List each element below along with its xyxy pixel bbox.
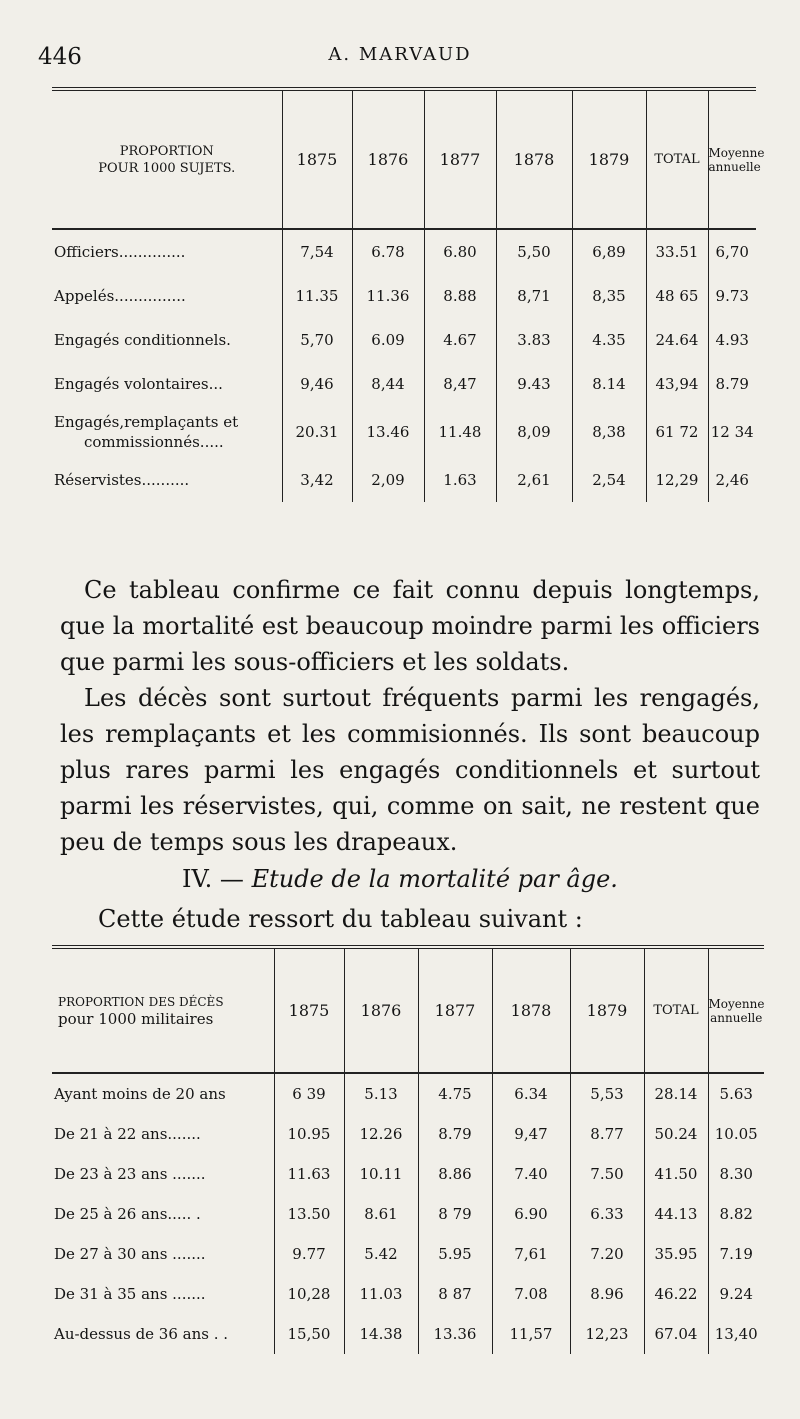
table-cell: 12,29 bbox=[646, 458, 708, 502]
table-row bbox=[52, 1114, 764, 1154]
table-cell: 8.14 bbox=[572, 362, 646, 406]
row-label: Appelés............... bbox=[54, 287, 186, 305]
table-row bbox=[52, 274, 756, 318]
table-cell: 2,09 bbox=[352, 458, 424, 502]
row-label: Officiers.............. bbox=[54, 243, 186, 261]
table-cell: 9.77 bbox=[274, 1234, 344, 1274]
intro-line: Cette étude ressort du tableau suivant : bbox=[98, 905, 583, 933]
page-number: 446 bbox=[38, 44, 82, 70]
table-cell: 9.43 bbox=[496, 362, 572, 406]
column-header: Moyenne annuelle bbox=[708, 947, 764, 1073]
table-row bbox=[52, 1274, 764, 1314]
table-cell: 9.24 bbox=[708, 1274, 764, 1314]
table-cell: 8.88 bbox=[424, 274, 496, 318]
row-header: PROPORTION DES DÉCÈS pour 1000 militaires bbox=[58, 994, 224, 1028]
column-header: 1879 bbox=[572, 89, 646, 229]
table-cell: 12.26 bbox=[344, 1114, 418, 1154]
table-cell: 13.50 bbox=[274, 1194, 344, 1234]
table-cell: 13.36 bbox=[418, 1314, 492, 1354]
table-cell: 8.79 bbox=[418, 1114, 492, 1154]
table-cell: 10.95 bbox=[274, 1114, 344, 1154]
table-cell: 6,89 bbox=[572, 230, 646, 274]
table-cell: 14.38 bbox=[344, 1314, 418, 1354]
table-cell: 8.82 bbox=[708, 1194, 764, 1234]
table-cell: 6,70 bbox=[708, 230, 756, 274]
table-cell: 50.24 bbox=[644, 1114, 708, 1154]
column-header: 1875 bbox=[274, 947, 344, 1073]
column-header: 1878 bbox=[496, 89, 572, 229]
table-cell: 24.64 bbox=[646, 318, 708, 362]
table-row bbox=[52, 318, 756, 362]
table-cell: 3,42 bbox=[282, 458, 352, 502]
table-cell: 7.20 bbox=[570, 1234, 644, 1274]
table-cell: 7.19 bbox=[708, 1234, 764, 1274]
table-cell: 4.35 bbox=[572, 318, 646, 362]
table-cell: 11,57 bbox=[492, 1314, 570, 1354]
table-cell: 5.63 bbox=[708, 1074, 764, 1114]
table-cell: 28.14 bbox=[644, 1074, 708, 1114]
table-row bbox=[52, 362, 756, 406]
column-header: 1878 bbox=[492, 947, 570, 1073]
table-cell: 13,40 bbox=[708, 1314, 764, 1354]
table-cell: 5.42 bbox=[344, 1234, 418, 1274]
table-cell: 7,54 bbox=[282, 230, 352, 274]
table-cell: 43,94 bbox=[646, 362, 708, 406]
row-label: Engagés conditionnels. bbox=[54, 331, 231, 349]
table-cell: 33.51 bbox=[646, 230, 708, 274]
table-cell: 9,47 bbox=[492, 1114, 570, 1154]
table-cell: 10,28 bbox=[274, 1274, 344, 1314]
table-cell: 7.40 bbox=[492, 1154, 570, 1194]
table-cell: 8.79 bbox=[708, 362, 756, 406]
table-header-row bbox=[52, 89, 756, 229]
table-cell: 6.80 bbox=[424, 230, 496, 274]
table-cell: 9,46 bbox=[282, 362, 352, 406]
row-label: Ayant moins de 20 ans bbox=[54, 1085, 226, 1103]
table-row bbox=[52, 1194, 764, 1234]
table-cell: 8,47 bbox=[424, 362, 496, 406]
row-label: Engagés,remplaçants et commissionnés..... bbox=[54, 413, 239, 451]
table-row bbox=[52, 1074, 764, 1114]
table-cell: 12,23 bbox=[570, 1314, 644, 1354]
table-cell: 5.95 bbox=[418, 1234, 492, 1274]
table-cell: 44.13 bbox=[644, 1194, 708, 1234]
column-header: 1877 bbox=[424, 89, 496, 229]
row-label: De 23 à 23 ans ....... bbox=[54, 1165, 206, 1183]
table-cell: 13.46 bbox=[352, 406, 424, 458]
row-header: PROPORTION POUR 1000 SUJETS. bbox=[98, 143, 236, 176]
table-cell: 7.08 bbox=[492, 1274, 570, 1314]
table-cell: 9.73 bbox=[708, 274, 756, 318]
table-cell: 6.33 bbox=[570, 1194, 644, 1234]
table-cell: 4.67 bbox=[424, 318, 496, 362]
table-cell: 7,61 bbox=[492, 1234, 570, 1274]
paragraph-2: Les décès sont surtout fréquents parmi les rengagés, les remplaçants et les commisionnés. Ils sont beaucoup plus rares parmi les engagés conditionnels et surtout parmi les réservistes, qui, comme on sait, ne restent que peu de temps sous les drapeaux. bbox=[60, 684, 760, 856]
table-cell: 2,46 bbox=[708, 458, 756, 502]
table-cell: 11.63 bbox=[274, 1154, 344, 1194]
row-label: Au-dessus de 36 ans . . bbox=[54, 1325, 229, 1343]
table-cell: 61 72 bbox=[646, 406, 708, 458]
table-row bbox=[52, 1154, 764, 1194]
table-cell: 8 87 bbox=[418, 1274, 492, 1314]
row-label: De 25 à 26 ans..... . bbox=[54, 1205, 201, 1223]
column-header: 1877 bbox=[418, 947, 492, 1073]
table-cell: 5.13 bbox=[344, 1074, 418, 1114]
table-cell: 7.50 bbox=[570, 1154, 644, 1194]
table-cell: 8 79 bbox=[418, 1194, 492, 1234]
mortality-by-age-table bbox=[52, 945, 764, 1354]
table-cell: 8.77 bbox=[570, 1114, 644, 1154]
table-cell: 8.86 bbox=[418, 1154, 492, 1194]
table-cell: 6.90 bbox=[492, 1194, 570, 1234]
table-cell: 8,38 bbox=[572, 406, 646, 458]
table-cell: 8.30 bbox=[708, 1154, 764, 1194]
table-cell: 11.48 bbox=[424, 406, 496, 458]
table-cell: 35.95 bbox=[644, 1234, 708, 1274]
table-cell: 8.61 bbox=[344, 1194, 418, 1234]
row-label: De 31 à 35 ans ....... bbox=[54, 1285, 206, 1303]
table-cell: 6.34 bbox=[492, 1074, 570, 1114]
column-header: 1876 bbox=[344, 947, 418, 1073]
table-cell: 8,44 bbox=[352, 362, 424, 406]
table-row bbox=[52, 1314, 764, 1354]
row-label: De 21 à 22 ans....... bbox=[54, 1125, 201, 1143]
table-cell: 20.31 bbox=[282, 406, 352, 458]
table-cell: 2,54 bbox=[572, 458, 646, 502]
section-heading: IV. — Etude de la mortalité par âge. bbox=[182, 865, 618, 893]
table-cell: 8.96 bbox=[570, 1274, 644, 1314]
table-cell: 8,09 bbox=[496, 406, 572, 458]
table-cell: 8,35 bbox=[572, 274, 646, 318]
table-row bbox=[52, 406, 756, 458]
table-cell: 5,70 bbox=[282, 318, 352, 362]
table-cell: 6.78 bbox=[352, 230, 424, 274]
table-cell: 10.05 bbox=[708, 1114, 764, 1154]
table-cell: 11.36 bbox=[352, 274, 424, 318]
page-header bbox=[0, 40, 800, 80]
table-cell: 2,61 bbox=[496, 458, 572, 502]
column-header: 1875 bbox=[282, 89, 352, 229]
table-cell: 12 34 bbox=[708, 406, 756, 458]
table-cell: 67.04 bbox=[644, 1314, 708, 1354]
column-header: 1876 bbox=[352, 89, 424, 229]
table-cell: 4.93 bbox=[708, 318, 756, 362]
table-cell: 1.63 bbox=[424, 458, 496, 502]
table-row bbox=[52, 1234, 764, 1274]
table-cell: 10.11 bbox=[344, 1154, 418, 1194]
table-row bbox=[52, 458, 756, 502]
table-cell: 11.35 bbox=[282, 274, 352, 318]
paragraph-1: Ce tableau confirme ce fait connu depuis longtemps, que la mortalité est beaucoup moindre parmi les officiers que parmi les sous-officiers et les soldats. bbox=[60, 576, 760, 676]
table-cell: 5,53 bbox=[570, 1074, 644, 1114]
table-cell: 5,50 bbox=[496, 230, 572, 274]
table-cell: 3.83 bbox=[496, 318, 572, 362]
table-header-row bbox=[52, 947, 764, 1073]
column-header: TOTAL bbox=[646, 89, 708, 229]
table-cell: 8,71 bbox=[496, 274, 572, 318]
running-title: A. MARVAUD bbox=[328, 44, 472, 65]
table-cell: 46.22 bbox=[644, 1274, 708, 1314]
table-cell: 11.03 bbox=[344, 1274, 418, 1314]
table-cell: 41.50 bbox=[644, 1154, 708, 1194]
table-cell: 4.75 bbox=[418, 1074, 492, 1114]
table-row bbox=[52, 230, 756, 274]
table-cell: 6.09 bbox=[352, 318, 424, 362]
row-label: Réservistes.......... bbox=[54, 471, 190, 489]
row-label: De 27 à 30 ans ....... bbox=[54, 1245, 206, 1263]
table-cell: 15,50 bbox=[274, 1314, 344, 1354]
table-cell: 6 39 bbox=[274, 1074, 344, 1114]
mortality-by-category-table bbox=[52, 87, 765, 502]
column-header: TOTAL bbox=[644, 947, 708, 1073]
column-header: 1879 bbox=[570, 947, 644, 1073]
table-cell: 48 65 bbox=[646, 274, 708, 318]
column-header: Moyenne annuelle bbox=[708, 89, 756, 229]
row-label: Engagés volontaires... bbox=[54, 375, 223, 393]
